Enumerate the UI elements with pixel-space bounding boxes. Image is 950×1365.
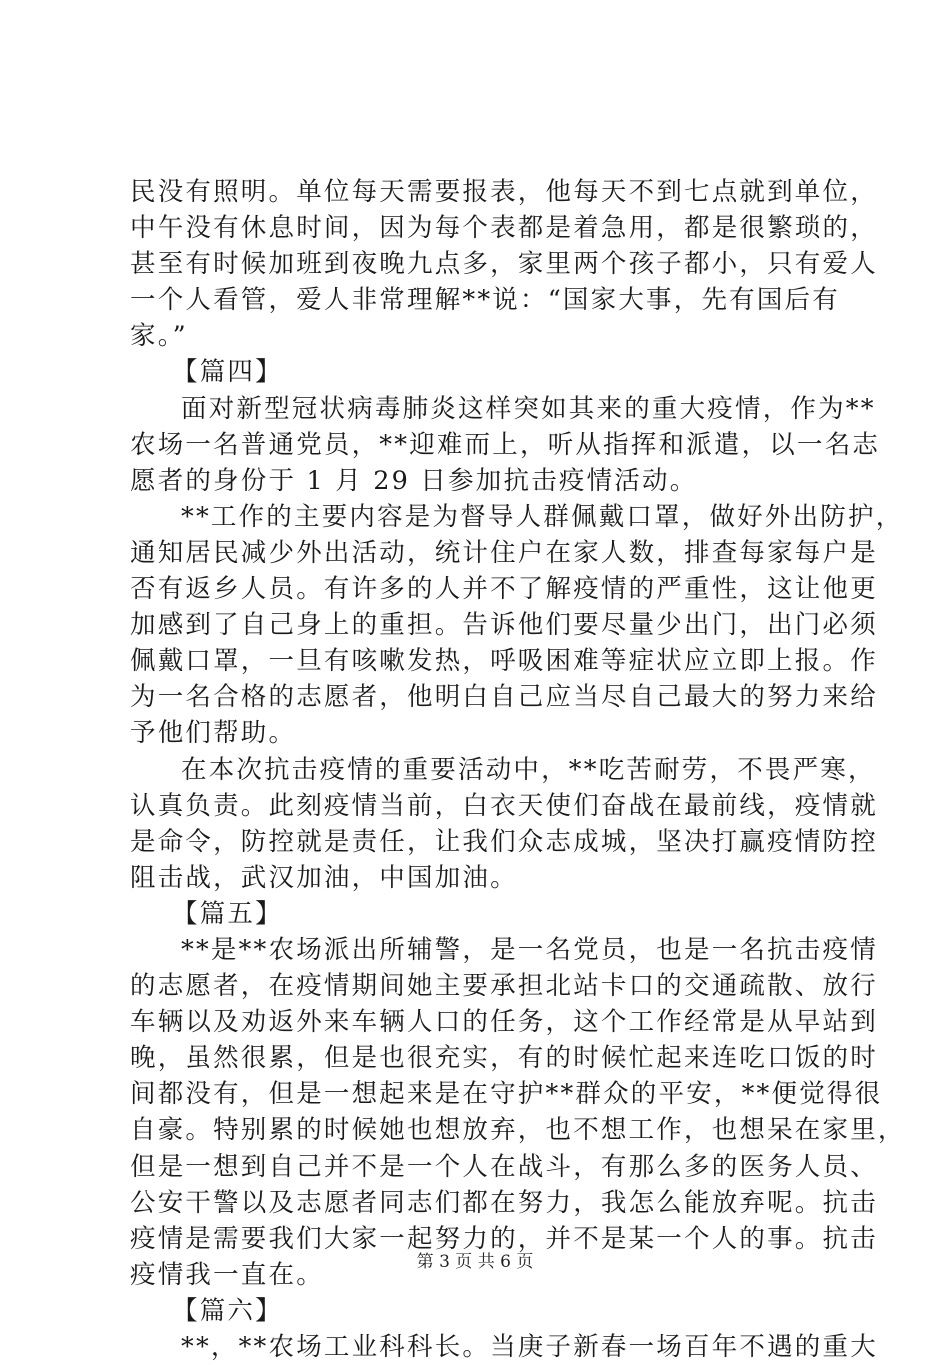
text-line: 愿者的身份于 1 月 29 日参加抗击疫情活动。 xyxy=(130,465,698,496)
text-line: 疫情我一直在。 xyxy=(130,1259,324,1290)
text-line: 面对新型冠状病毒肺炎这样突如其来的重大疫情，作为** xyxy=(181,393,876,424)
text-line: 阻击战，武汉加油，中国加油。 xyxy=(130,862,518,893)
text-line: 中午没有休息时间，因为每个表都是着急用，都是很繁琐的， xyxy=(130,213,878,244)
text-line: 加感到了自己身上的重担。告诉他们要尽量少出门，出门必须 xyxy=(130,610,878,641)
text-line: 农场一名普通党员，**迎难而上，听从指挥和派遣，以一名志 xyxy=(130,429,881,460)
text-line: 车辆以及劝返外来车辆人口的任务，这个工作经常是从早站到 xyxy=(130,1007,878,1038)
text-line: 间都没有，但是一想起来是在守护**群众的平安，**便觉得很 xyxy=(130,1079,883,1110)
text-line: 甚至有时候加班到夜晚九点多，家里两个孩子都小，只有爱人 xyxy=(130,249,878,280)
text-line: 为一名合格的志愿者，他明白自己应当尽自己最大的努力来给 xyxy=(130,682,878,713)
text-line: 认真负责。此刻疫情当前，白衣天使们奋战在最前线，疫情就 xyxy=(130,790,878,821)
text-line: 佩戴口罩，一旦有咳嗽发热，呼吸困难等症状应立即上报。作 xyxy=(130,646,878,677)
text-line: 一个人看管，爱人非常理解**说：“国家大事，先有国后有 xyxy=(130,285,840,316)
text-line: 民没有照明。单位每天需要报表，他每天不到七点就到单位， xyxy=(130,177,878,207)
text-line: 否有返乡人员。有许多的人并不了解疫情的严重性，这让他更 xyxy=(130,574,878,605)
section-heading: 【篇四】 xyxy=(172,357,283,388)
text-line: 家。” xyxy=(130,321,188,352)
page-footer: 第 3 页 共 6 页 xyxy=(416,1252,534,1272)
text-line: 在本次抗击疫情的重要活动中，**吃苦耐劳，不畏严寒， xyxy=(181,754,876,785)
text-line: 自豪。特别累的时候她也想放弃，也不想工作，也想呆在家里， xyxy=(130,1115,906,1146)
text-line: **工作的主要内容是为督导人群佩戴口罩，做好外出防护， xyxy=(181,501,904,532)
section-heading: 【篇五】 xyxy=(172,898,283,929)
text-line: 通知居民减少外出活动，统计住户在家人数，排查每家每户是 xyxy=(130,537,878,568)
text-line: 公安干警以及志愿者同志们都在努力，我怎么能放弃呢。抗击 xyxy=(130,1187,878,1218)
text-line: 予他们帮助。 xyxy=(130,718,297,749)
document-body xyxy=(130,174,906,1365)
text-line: 疫情是需要我们大家一起努力的，并不是某一个人的事。抗击 xyxy=(130,1223,878,1254)
text-line: **是**农场派出所辅警，是一名党员，也是一名抗击疫情 xyxy=(181,934,878,965)
text-line: 是命令，防控就是责任，让我们众志成城，坚决打赢疫情防控 xyxy=(130,826,878,857)
text-line: 晚，虽然很累，但是也很充实，有的时候忙起来连吃口饭的时 xyxy=(130,1043,878,1074)
section-heading: 【篇六】 xyxy=(172,1295,283,1326)
text-line: **，**农场工业科科长。当庚子新春一场百年不遇的重大 xyxy=(181,1332,878,1362)
text-line: 但是一想到自己并不是一个人在战斗，有那么多的医务人员、 xyxy=(130,1151,878,1182)
text-line: 的志愿者，在疫情期间她主要承担北站卡口的交通疏散、放行 xyxy=(130,971,878,1002)
